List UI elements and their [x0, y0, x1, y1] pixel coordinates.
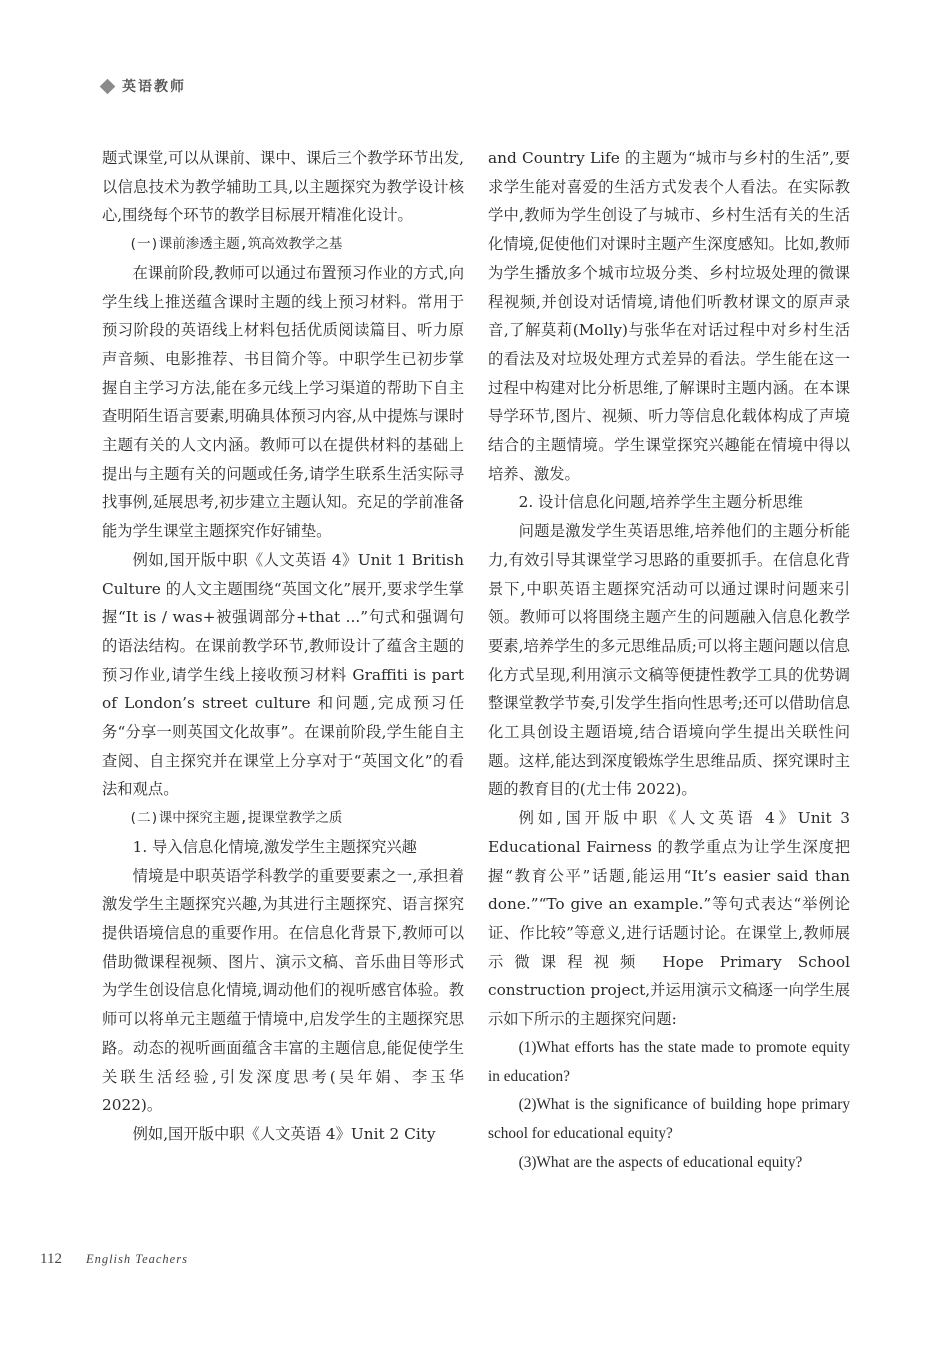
section-heading-1: (一)课前渗透主题,筑高效教学之基 [129, 236, 343, 253]
running-header [102, 76, 186, 96]
section-heading-2: (二)课中探究主题,提课堂教学之质 [129, 810, 343, 827]
paragraph-continued: and Country Life 的主题为“城市与乡村的生活”,要求学生能对喜爱的生活方式发表个人看法。在实际教学中,教师为学生创设了与城市、乡村生活有关的生活化情境,促使他们对课时主题产生深度感知。比如,教师为学生播放多个城市垃圾分类、乡村垃圾处理的微课程视频,并创设对话情境,请他们听教材课文的原声录音,了解莫莉(Molly)与张华在对话过程中对乡村生活的看法及对垃圾处理方式差异的看法。学生能在这一过程中构建对比分析思维,了解课时主题内涵。在本课导学环节,图片、视频、听力等信息化载体构成了声境结合的主题情境。学生课堂探究兴趣能在情境中得以培养、激发。 [488, 149, 850, 483]
left-column [102, 144, 464, 1149]
subsection-heading-2: 2. 设计信息化问题,培养学生主题分析思维 [518, 493, 803, 512]
diamond-icon [100, 78, 116, 94]
journal-name-english: English Teachers [85, 1252, 188, 1266]
question-item: (3)What are the aspects of educational equity? [518, 1153, 803, 1171]
journal-name: 英语教师 [122, 79, 186, 95]
paragraph: 问题是激发学生英语思维,培养他们的主题分析能力,有效引导其课堂学习思路的重要抓手。在信息化背景下,中职英语主题探究活动可以通过课时问题来引领。教师可以将围绕主题产生的问题融入信息化教学要素,培养学生的多元思维品质;可以将主题问题以信息化方式呈现,利用演示文稿等便捷性教学工具的优势调整课堂教学节奏,引发学生指向性思考;还可以借助信息化工具创设主题语境,结合语境向学生提出关联性问题。这样,能达到深度锻炼学生思维品质、探究课时主题的教育目的(尤士伟 2022)。 [488, 522, 850, 799]
paragraph: 情境是中职英语学科教学的重要要素之一,承担着激发学生主题探究兴趣,为其进行主题探究、语言探究提供语境信息的重要作用。在信息化背景下,教师可以借助微课程视频、图片、演示文稿、音乐曲目等形式为学生创设信息化情境,调动他们的视听感官体验。教师可以将单元主题蕴于情境中,启发学生的主题探究思路。动态的视听画面蕴含丰富的主题信息,能促使学生关联生活经验,引发深度思考(吴年娟、李玉华 2022)。 [102, 866, 464, 1115]
paragraph: 例如,国开版中职《人文英语 4》Unit 2 City [132, 1124, 436, 1143]
page-number: 112 [40, 1251, 62, 1267]
paragraph-continued: 题式课堂,可以从课前、课中、课后三个教学环节出发,以信息技术为教学辅助工具,以主题探究为教学设计核心,围绕每个环节的教学目标展开精准化设计。 [102, 149, 464, 225]
right-column [488, 144, 850, 1177]
paragraph: 在课前阶段,教师可以通过布置预习作业的方式,向学生线上推送蕴含课时主题的线上预习材料。常用于预习阶段的英语线上材料包括优质阅读篇目、听力原声音频、电影推荐、书目简介等。中职学生已初步掌握自主学习方法,能在多元线上学习渠道的帮助下自主查明陌生语言要素,明确具体预习内容,从中提炼与课时主题有关的人文内涵。教师可以在提供材料的基础上提出与主题有关的问题或任务,请学生联系生活实际寻找事例,延展思考,初步建立主题认知。充足的学前准备能为学生课堂主题探究作好铺垫。 [102, 263, 464, 541]
page-footer [40, 1251, 188, 1268]
paragraph: 例如,国开版中职《人文英语 4》Unit 1 British Culture 的人文主题围绕“英国文化”展开,要求学生掌握“It is / was+被强调部分+that ...”句式和强调句的语法结构。在课前教学环节,教师设计了蕴含主题的预习作业,请学生线上接收预习材料 Graffiti is part of London’s street culture 和问题,完成预习任务“分享一则英国文化故事”。在课前阶段,学生能自主查阅、自主探究并在课堂上分享对于“英国文化”的看法和观点。 [102, 550, 464, 799]
question-item: (2)What is the significance of building hope primary school for educational equity? [488, 1096, 850, 1142]
subsection-heading-1: 1. 导入信息化情境,激发学生主题探究兴趣 [132, 837, 417, 856]
question-item: (1)What efforts has the state made to promote equity in education? [488, 1038, 850, 1085]
paragraph: 例如,国开版中职《人文英语 4》Unit 3 Educational Fairness 的教学重点为让学生深度把握“教育公平”话题,能运用“It’s easier said than done.”“To give an example.”等句式表达“举例论证、作比较”等意义,进行话题讨论。在课堂上,教师展示微课程视频 Hope Primary School construction project,并运用演示文稿逐一向学生展示如下所示的主题探究问题: [488, 809, 850, 1029]
